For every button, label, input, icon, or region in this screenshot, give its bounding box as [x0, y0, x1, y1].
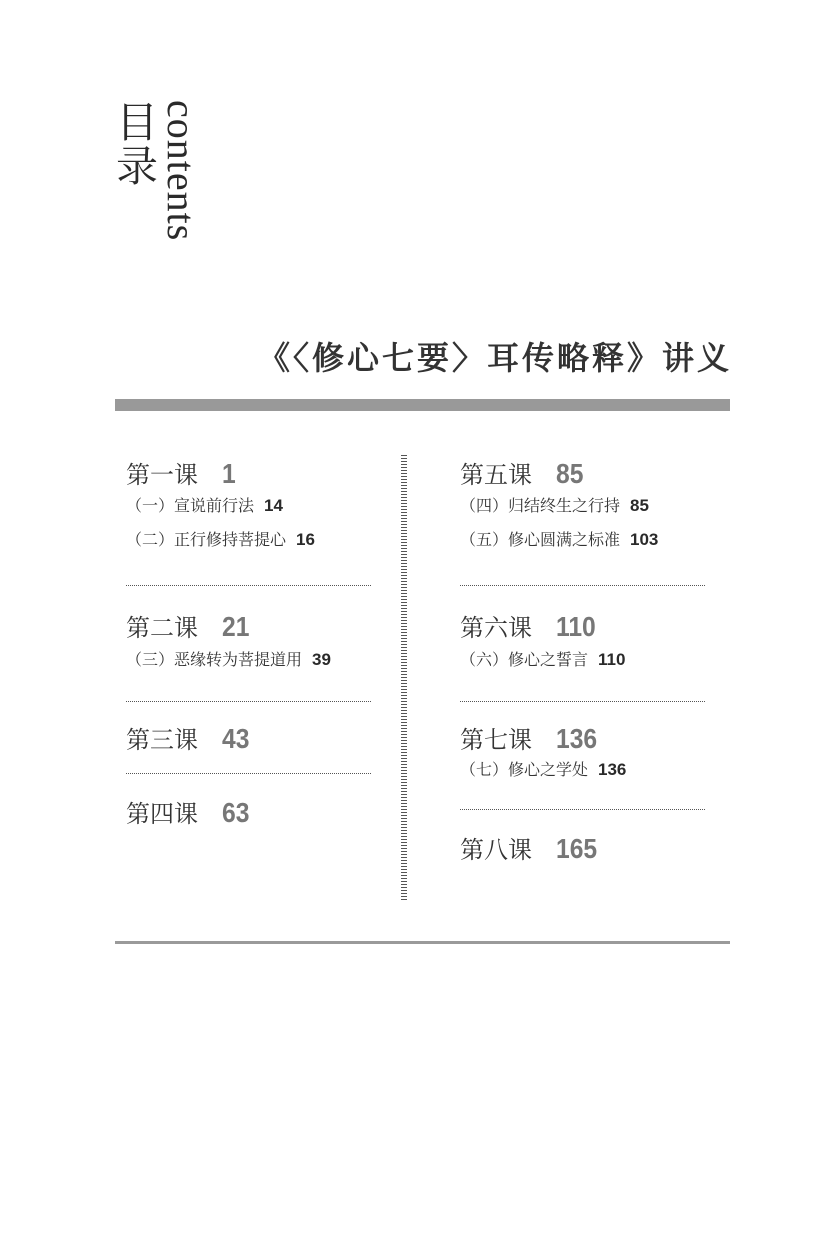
entry-page-number: 110 — [598, 650, 626, 669]
dotted-separator — [126, 773, 371, 774]
dotted-separator — [460, 585, 705, 586]
lesson-page-number: 21 — [222, 611, 250, 642]
entry-page-number: 39 — [312, 650, 331, 669]
entry-label: （七）修心之学处 — [460, 760, 589, 779]
toc-title-english: contents — [159, 100, 204, 242]
dotted-separator — [126, 585, 371, 586]
lesson-title: 第六课 — [460, 614, 532, 642]
toc-left-column — [126, 455, 371, 828]
lesson-title: 第二课 — [126, 614, 198, 642]
dotted-separator — [460, 809, 705, 810]
dotted-separator — [126, 701, 371, 702]
toc-entry[interactable] — [460, 647, 705, 681]
lesson-page-number: 85 — [556, 458, 584, 489]
lesson-page-number: 136 — [556, 723, 598, 754]
lesson-page-number: 165 — [556, 833, 598, 864]
lesson-6[interactable] — [460, 608, 705, 681]
toc-entry[interactable] — [126, 493, 371, 527]
lesson-4[interactable] — [126, 794, 371, 828]
header-bar — [115, 399, 730, 411]
lesson-title: 第一课 — [126, 461, 198, 489]
lesson-page-number: 63 — [222, 797, 250, 828]
lesson-title: 第三课 — [126, 726, 198, 754]
toc-right-column — [460, 455, 705, 864]
toc-title-chinese: 目录 — [110, 100, 159, 188]
entry-page-number: 136 — [598, 760, 627, 779]
toc-entry[interactable] — [460, 493, 705, 527]
entry-page-number: 14 — [264, 496, 283, 515]
book-title: 《〈修心七要〉耳传略释》讲义 — [257, 339, 732, 377]
lesson-8[interactable] — [460, 830, 705, 864]
lesson-2[interactable] — [126, 608, 371, 681]
lesson-title: 第四课 — [126, 800, 198, 828]
entry-page-number: 16 — [296, 530, 315, 549]
lesson-title: 第五课 — [460, 461, 532, 489]
toc-entry[interactable] — [126, 527, 371, 561]
footer-rule — [115, 941, 730, 944]
column-divider — [401, 455, 407, 900]
entry-label: （三）恶缘转为菩提道用 — [126, 650, 303, 669]
entry-label: （一）宣说前行法 — [126, 496, 255, 515]
lesson-page-number: 43 — [222, 723, 250, 754]
entry-page-number: 85 — [630, 496, 649, 515]
lesson-1[interactable] — [126, 455, 371, 561]
lesson-page-number: 110 — [556, 611, 596, 642]
lesson-title: 第七课 — [460, 726, 532, 754]
toc-entry[interactable] — [460, 527, 705, 561]
lesson-page-number: 1 — [222, 458, 236, 489]
lesson-title: 第八课 — [460, 836, 532, 864]
entry-label: （二）正行修持菩提心 — [126, 530, 287, 549]
lesson-5[interactable] — [460, 455, 705, 561]
entry-label: （六）修心之誓言 — [460, 650, 589, 669]
lesson-7[interactable] — [460, 720, 705, 791]
entry-label: （四）归结终生之行持 — [460, 496, 621, 515]
dotted-separator — [460, 701, 705, 702]
toc-entry[interactable] — [460, 757, 705, 791]
entry-page-number: 103 — [630, 530, 659, 549]
lesson-3[interactable] — [126, 720, 371, 754]
toc-entry[interactable] — [126, 647, 371, 681]
entry-label: （五）修心圆满之标准 — [460, 530, 621, 549]
